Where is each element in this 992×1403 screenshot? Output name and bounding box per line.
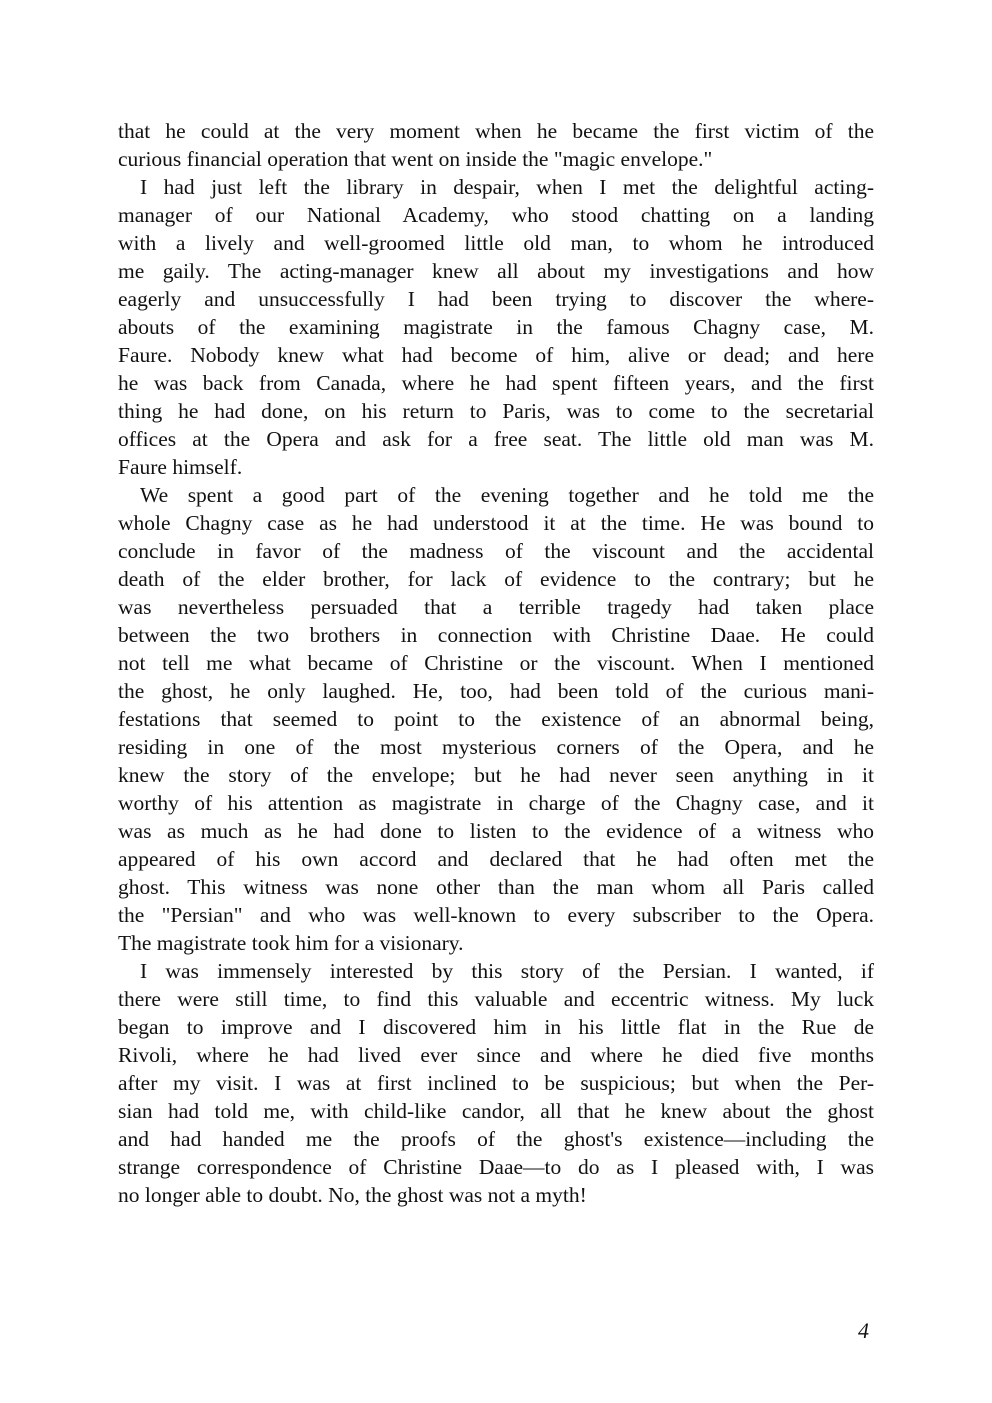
text-line: me gaily. The acting-manager knew all about my investigations and how <box>118 259 874 283</box>
text-line: began to improve and I discovered him in his little flat in the Rue de <box>118 1015 874 1039</box>
text-line: The magistrate took him for a visionary. <box>118 931 464 955</box>
text-line: ghost. This witness was none other than the man whom all Paris called <box>118 875 874 899</box>
text-line: festations that seemed to point to the existence of an abnormal being, <box>118 707 874 731</box>
paragraph <box>118 117 874 173</box>
page-number: 4 <box>858 1318 869 1343</box>
text-line: between the two brothers in connection with Christine Daae. He could <box>118 623 874 647</box>
text-line: the "Persian" and who was well-known to every subscriber to the Opera. <box>118 903 874 927</box>
text-line: eagerly and unsuccessfully I had been trying to discover the where- <box>118 287 874 311</box>
text-line: and had handed me the proofs of the ghost's existence—including the <box>118 1127 874 1151</box>
text-line: not tell me what became of Christine or the viscount. When I mentioned <box>118 651 874 675</box>
text-line: was as much as he had done to listen to the evidence of a witness who <box>118 819 874 843</box>
text-line: sian had told me, with child-like candor, all that he knew about the ghost <box>118 1099 874 1123</box>
paragraph <box>118 481 874 957</box>
text-line: conclude in favor of the madness of the viscount and the accidental <box>118 539 874 563</box>
text-line: offices at the Opera and ask for a free seat. The little old man was M. <box>118 427 874 451</box>
body-text <box>118 117 874 1209</box>
text-line: knew the story of the envelope; but he had never seen anything in it <box>118 763 874 787</box>
text-line: worthy of his attention as magistrate in charge of the Chagny case, and it <box>118 791 874 815</box>
text-line: We spent a good part of the evening together and he told me the <box>140 483 874 507</box>
text-line: no longer able to doubt. No, the ghost was not a myth! <box>118 1183 587 1207</box>
text-line: I had just left the library in despair, when I met the delightful acting- <box>140 175 874 199</box>
text-line: residing in one of the most mysterious corners of the Opera, and he <box>118 735 874 759</box>
paragraph <box>118 173 874 481</box>
text-line: Faure himself. <box>118 455 243 479</box>
text-line: after my visit. I was at first inclined to be suspicious; but when the Per- <box>118 1071 874 1095</box>
text-line: was nevertheless persuaded that a terrible tragedy had taken place <box>118 595 874 619</box>
text-line: the ghost, he only laughed. He, too, had been told of the curious mani- <box>118 679 874 703</box>
text-line: he was back from Canada, where he had spent fifteen years, and the first <box>118 371 874 395</box>
text-line: Rivoli, where he had lived ever since and where he died five months <box>118 1043 874 1067</box>
text-line: Faure. Nobody knew what had become of him, alive or dead; and here <box>118 343 874 367</box>
text-line: with a lively and well-groomed little old man, to whom he introduced <box>118 231 874 255</box>
text-line: that he could at the very moment when he became the first victim of the <box>118 119 874 143</box>
text-line: thing he had done, on his return to Paris, was to come to the secretarial <box>118 399 874 423</box>
paragraph <box>118 957 874 1209</box>
text-line: appeared of his own accord and declared that he had often met the <box>118 847 874 871</box>
text-line: abouts of the examining magistrate in the famous Chagny case, M. <box>118 315 874 339</box>
text-line: curious financial operation that went on inside the "magic envelope." <box>118 147 713 171</box>
text-line: whole Chagny case as he had understood it at the time. He was bound to <box>118 511 874 535</box>
text-line: death of the elder brother, for lack of evidence to the contrary; but he <box>118 567 874 591</box>
text-line: there were still time, to find this valuable and eccentric witness. My luck <box>118 987 874 1011</box>
text-line: I was immensely interested by this story of the Persian. I wanted, if <box>140 959 874 983</box>
text-line: manager of our National Academy, who stood chatting on a landing <box>118 203 874 227</box>
text-line: strange correspondence of Christine Daae—to do as I pleased with, I was <box>118 1155 874 1179</box>
